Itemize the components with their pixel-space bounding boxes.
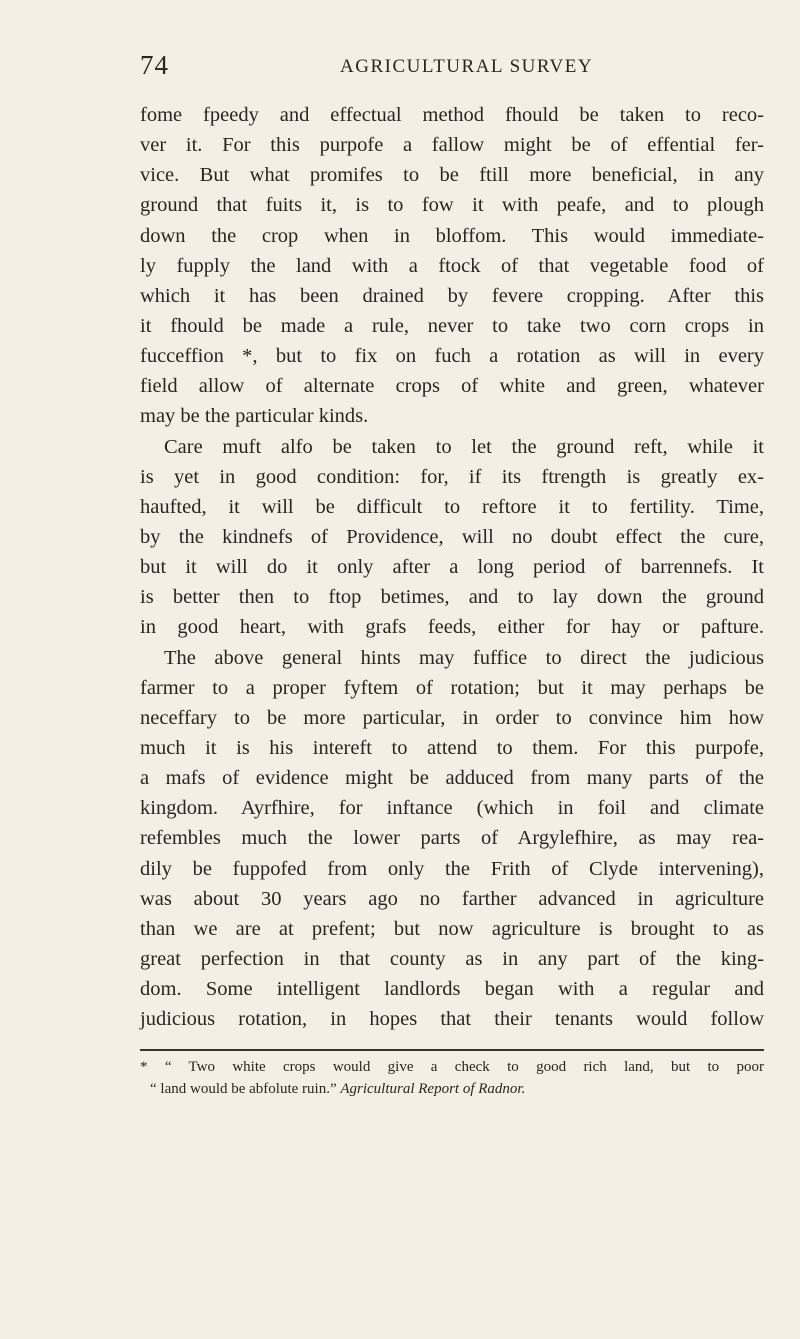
text-line: vice. But what promifes to be ftill more beneficial, in any: [140, 164, 764, 187]
footnote-source: Agricultural Report of Radnor.: [340, 1081, 526, 1097]
text-line: down the crop when in bloffom. This would immediate-: [140, 224, 764, 247]
text-line: ly fupply the land with a ftock of that vegetable food of: [140, 254, 764, 277]
text-line: it fhould be made a rule, never to take two corn crops in: [140, 314, 764, 337]
text-line: which it has been drained by fevere cropping. After this: [140, 284, 764, 307]
text-line: is better then to ftop betimes, and to lay down the ground: [140, 586, 764, 609]
text-line: farmer to a proper fyftem of rotation; but it may perhaps be: [140, 676, 764, 699]
text-line: a mafs of evidence might be adduced from many parts of the: [140, 767, 764, 790]
text-line: Care muft alfo be taken to let the ground reft, while it: [164, 435, 764, 458]
footnote-line: [140, 1078, 764, 1100]
text-line: fucceffion *, but to fix on fuch a rotation as will in every: [140, 345, 764, 368]
footnote-divider: [140, 1049, 764, 1051]
text-line: neceffary to be more particular, in order to convince him how: [140, 706, 764, 729]
page-number: 74: [140, 50, 169, 80]
text-line: ver it. For this purpofe a fallow might be of effential fer-: [140, 134, 764, 157]
text-line: was about 30 years ago no farther advanced in agriculture: [140, 887, 764, 910]
footnote: [140, 1056, 764, 1100]
text-line: fome fpeedy and effectual method fhould be taken to reco-: [140, 104, 764, 126]
text-line: may be the particular kinds.: [140, 405, 369, 428]
text-line: The above general hints may fuffice to direct the judicious: [164, 646, 764, 669]
text-line: great perfection in that county as in any part of the king-: [140, 947, 764, 970]
text-line: kingdom. Ayrfhire, for inftance (which in foil and climate: [140, 797, 764, 820]
text-line: much it is his intereft to attend to them. For this purpofe,: [140, 736, 764, 759]
text-line: refembles much the lower parts of Argylefhire, as may rea-: [140, 827, 764, 850]
footnote-line: * “ Two white crops would give a check to good rich land, but to poor: [140, 1059, 764, 1075]
text-line: field allow of alternate crops of white and green, whatever: [140, 375, 764, 398]
text-line: but it will do it only after a long period of barrennefs. It: [140, 556, 764, 579]
text-line: by the kindnefs of Providence, will no doubt effect the cure,: [140, 525, 764, 548]
body-text: [140, 100, 764, 1034]
running-head: AGRICULTURAL SURVEY: [340, 56, 594, 77]
text-line: dily be fuppofed from only the Frith of Clyde intervening),: [140, 857, 764, 880]
text-line: haufted, it will be difficult to reftore it to fertility. Time,: [140, 495, 764, 518]
text-line: dom. Some intelligent landlords began with a regular and: [140, 978, 764, 1001]
text-line: ground that fuits it, is to fow it with peafe, and to plough: [140, 194, 764, 217]
text-line: judicious rotation, in hopes that their tenants would follow: [140, 1008, 764, 1031]
text-line: than we are at prefent; but now agriculture is brought to as: [140, 917, 764, 940]
footnote-quote-end: “ land would be abfolute ruin.”: [150, 1081, 341, 1097]
text-line: in good heart, with grafs feeds, either for hay or pafture.: [140, 616, 764, 639]
page-header: [140, 48, 740, 78]
text-line: is yet in good condition: for, if its ftrength is greatly ex-: [140, 465, 764, 488]
